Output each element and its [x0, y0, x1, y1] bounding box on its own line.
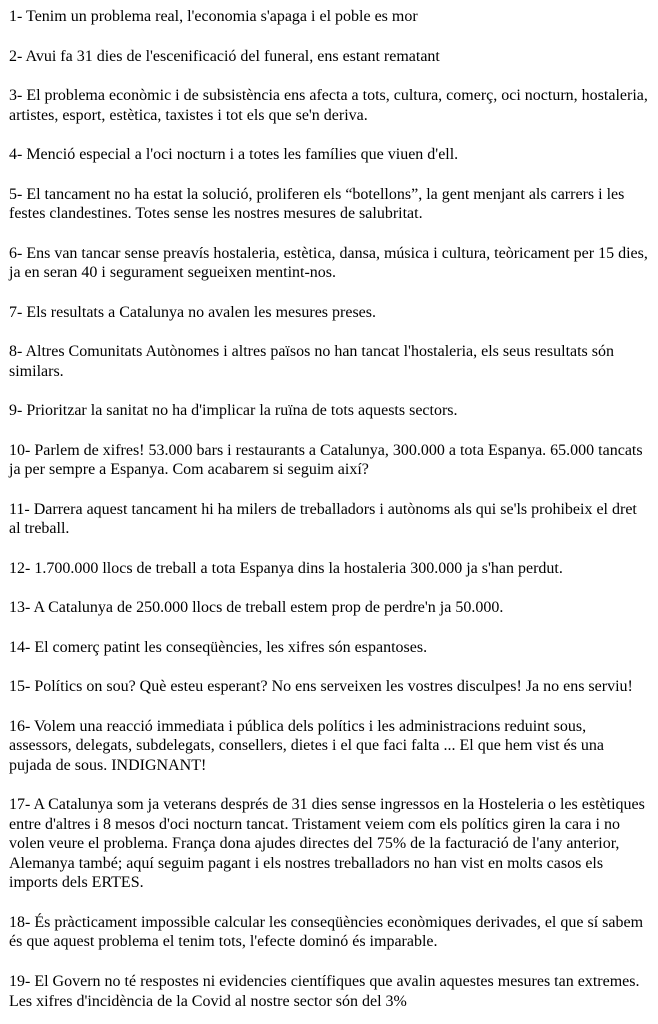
document-paragraph: 13- A Catalunya de 250.000 llocs de treball estem prop de perdre'n ja 50.000.: [9, 599, 504, 617]
document-paragraph: 18- És pràcticament impossible calcular les conseqüències econòmiques derivades, el que sí sabem és que aquest problema el tenim tots, l'efecte dominó és imparable.: [9, 913, 644, 951]
document-paragraph: 1- Tenim un problema real, l'economia s'apaga i el poble es mor: [9, 8, 418, 25]
document-paragraph: 10- Parlem de xifres! 53.000 bars i restaurants a Catalunya, 300.000 a tota Espanya. 65.000 tancats ja per sempre a Espanya. Com acabarem si seguim així?: [9, 441, 643, 479]
document-paragraph: 4- Menció especial a l'oci nocturn i a totes les famílies que viuen d'ell.: [9, 146, 459, 164]
document-paragraph: 12- 1.700.000 llocs de treball a tota Espanya dins la hostaleria 300.000 ja s'han perdut.: [9, 559, 563, 577]
document-paragraph: 17- A Catalunya som ja veterans després de 31 dies sense ingressos en la Hosteleria o les estètiques entre d'altres i 8 mesos d'oci nocturn tancat. Tristament veiem com els polítics giren la cara i no volen veure el problema. França dona ajudes directes del 75% de la facturació de l'any anterior, Alemanya també; aquí seguim pagant i els nostres treballadors no han vist en molts casos els imports dels ERTES.: [9, 796, 645, 892]
document-paragraph: 6- Ens van tancar sense preavís hostaleria, estètica, dansa, música i cultura, teòricament per 15 dies, ja en seran 40 i segurament segueixen mentint-nos.: [9, 244, 648, 282]
document-paragraph: 3- El problema econòmic i de subsistència ens afecta a tots, cultura, comerç, oci nocturn, hostaleria, artistes, esport, estètica, taxistes i tot els que se'n deriva.: [9, 87, 648, 124]
document-paragraph: 14- El comerç patint les conseqüències, les xifres són espantoses.: [9, 638, 428, 656]
document-paragraph: 8- Altres Comunitats Autònomes i altres països no han tancat l'hostaleria, els seus resultats són similars.: [9, 343, 615, 380]
document-paragraph: 16- Volem una reacció immediata i pública dels polítics i les administracions reduint sous, assessors, delegats, subdelegats, consellers, dietes i el que faci falta ... El que hem vist és una pujada de sous. INDIGNANT!: [9, 717, 604, 774]
document-paragraph: 11- Darrera aquest tancament hi ha milers de treballadors i autònoms als qui se'ls prohibeix el dret al treball.: [9, 500, 637, 538]
document-paragraph: 9- Prioritzar la sanitat no ha d'implicar la ruïna de tots aquests sectors.: [9, 402, 458, 420]
document-paragraph: 15- Polítics on sou? Què esteu esperant? No ens serveixen les vostres disculpes! Ja no ens serviu!: [9, 678, 633, 696]
document-paragraph: 5- El tancament no ha estat la solució, proliferen els “botellons”, la gent menjant als carrers i les festes clandestines. Totes sense les nostres mesures de salubritat.: [9, 185, 625, 223]
document-paragraph: 19- El Govern no té respostes ni evidencies científiques que avalin aquestes mesures tan extremes. Les xifres d'incidència de la Covid al nostre sector són del 3%: [9, 972, 640, 1010]
document-paragraph: 7- Els resultats a Catalunya no avalen les mesures preses.: [9, 303, 376, 321]
document-paragraph: 2- Avui fa 31 dies de l'escenificació del funeral, ens estant rematant: [9, 47, 440, 65]
